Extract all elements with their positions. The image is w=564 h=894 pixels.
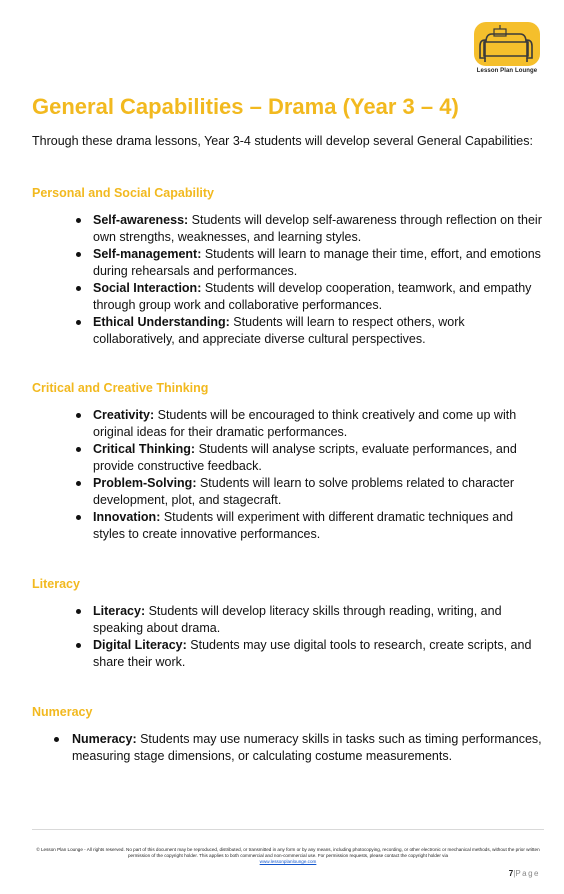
page-title: General Capabilities – Drama (Year 3 – 4) xyxy=(32,94,459,119)
bullet-icon xyxy=(76,643,81,648)
list-item: Numeracy: Students may use numeracy skills in tasks such as timing performances, measuring stage dimensions, or calculating costume measurements. xyxy=(72,731,544,765)
page-number: 7|Page xyxy=(508,869,540,878)
section-heading: Personal and Social Capability xyxy=(32,186,215,200)
list-item: Digital Literacy: Students may use digital tools to research, create scripts, and share their work. xyxy=(93,637,544,671)
list-item: Self-awareness: Students will develop self-awareness through reflection on their own strengths, weaknesses, and learning styles. xyxy=(93,212,544,246)
list-item: Innovation: Students will experiment with different dramatic techniques and styles to create innovative performances. xyxy=(93,509,544,543)
bullet-icon xyxy=(76,609,81,614)
bullet-list xyxy=(32,212,544,348)
bullet-icon xyxy=(76,218,81,223)
bullet-icon xyxy=(76,481,81,486)
section-personal-social xyxy=(32,186,544,348)
footer-copyright: © Lesson Plan Lounge - All rights reserved. No part of this document may be reproduced, distributed, or transmitted in any form or by any means, including photocopying, recording, or other electronic or mechanical methods, without the prior written permission of the copyright holder. This applies to both commercial and non-commercial use. For permission requests, please contact the copyright holder via www.lessonplanlounge.com xyxy=(32,847,544,865)
section-heading: Critical and Creative Thinking xyxy=(32,381,209,395)
bullet-icon xyxy=(76,447,81,452)
intro-text: Through these drama lessons, Year 3-4 students will develop several General Capabilities: xyxy=(32,134,533,148)
bullet-icon xyxy=(54,737,59,742)
section-literacy xyxy=(32,577,544,671)
section-numeracy xyxy=(32,705,544,765)
bullet-list xyxy=(32,731,544,765)
bullet-icon xyxy=(76,320,81,325)
bullet-list xyxy=(32,407,544,543)
list-item: Creativity: Students will be encouraged to think creatively and come up with original ideas for their dramatic performances. xyxy=(93,407,544,441)
footer-divider xyxy=(32,829,544,830)
bullet-icon xyxy=(76,286,81,291)
section-heading: Numeracy xyxy=(32,705,93,719)
list-item: Self-management: Students will learn to manage their time, effort, and emotions during rehearsals and performances. xyxy=(93,246,544,280)
brand-logo xyxy=(470,20,544,78)
list-item: Social Interaction: Students will develop cooperation, teamwork, and empathy through group work and collaborative performances. xyxy=(93,280,544,314)
footer-link[interactable]: www.lessonplanlounge.com xyxy=(259,859,317,864)
bullet-icon xyxy=(76,515,81,520)
list-item: Critical Thinking: Students will analyse scripts, evaluate performances, and provide constructive feedback. xyxy=(93,441,544,475)
bullet-list xyxy=(32,603,544,671)
bullet-icon xyxy=(76,252,81,257)
sofa-icon xyxy=(470,20,544,70)
section-heading: Literacy xyxy=(32,577,80,591)
list-item: Ethical Understanding: Students will learn to respect others, work collaboratively, and appreciate diverse cultural perspectives. xyxy=(93,314,544,348)
list-item: Problem-Solving: Students will learn to solve problems related to character development, plot, and stagecraft. xyxy=(93,475,544,509)
section-critical-creative xyxy=(32,381,544,543)
logo-text: Lesson Plan Lounge xyxy=(476,68,538,74)
list-item: Literacy: Students will develop literacy skills through reading, writing, and speaking about drama. xyxy=(93,603,544,637)
bullet-icon xyxy=(76,413,81,418)
